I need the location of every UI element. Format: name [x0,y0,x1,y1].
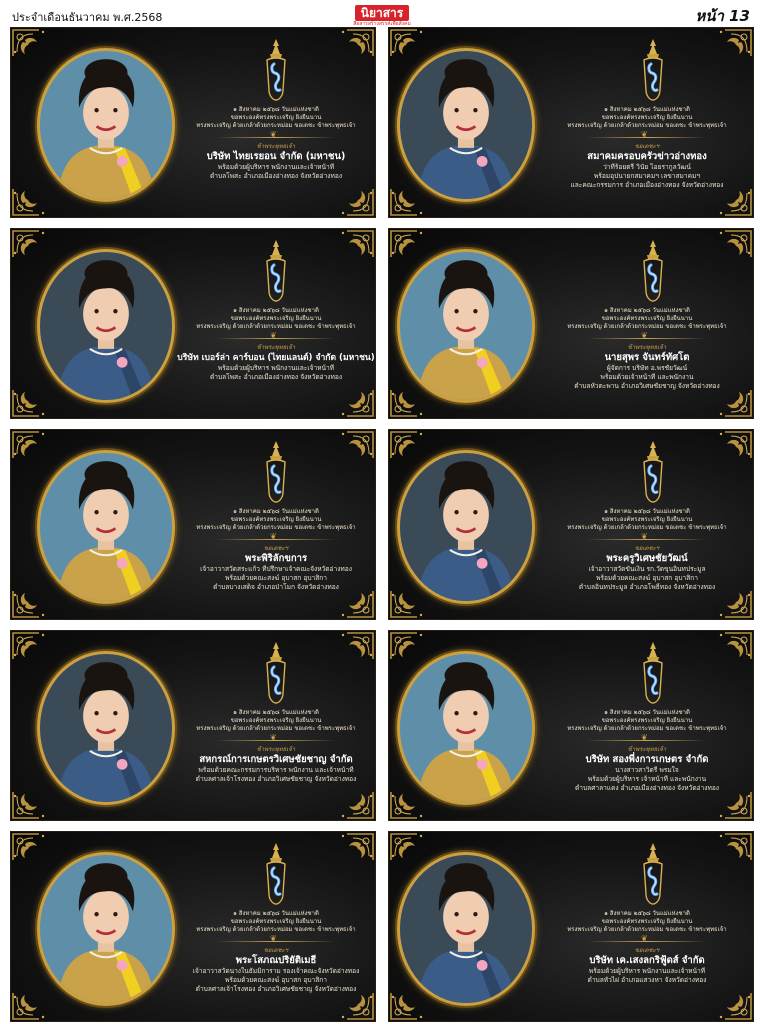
tribute-subtitle: ข้าพระพุทธเจ้า [627,344,667,351]
tribute-name: บริษัท ไทยเรยอน จำกัด (มหาชน) [206,151,346,162]
ornament-corner-icon [331,388,375,418]
royal-portrait [397,450,535,604]
tribute-detail: พร้อมด้วยคณะสงฆ์ อุบาสก อุบาสิกา [225,574,327,582]
blessing-line: ทรงพระเจริญ ด้วยเกล้าด้วยกระหม่อม ขอเดชะ ข้าพระพุทธเจ้า [567,926,727,933]
tribute-name: บริษัท เค.เสงลกริฟู้ดส์ จำกัด [589,955,705,966]
ornament-corner-icon [389,187,433,217]
ornament-divider-icon [216,334,336,342]
blessing-line: ๑ สิงหาคม ๒๕๖๘ วันแม่แห่งชาติ [604,910,690,917]
ornament-corner-icon [389,832,433,862]
tribute-subtitle: ขอเดชะฯ [634,143,660,150]
tribute-panel [388,429,754,620]
tribute-name: พระครูวิเศษชัยวัฒน์ [606,553,688,564]
blessing-line: ๑ สิงหาคม ๒๕๖๘ วันแม่แห่งชาติ [604,709,690,716]
ornament-corner-icon [709,229,753,259]
tribute-detail: พร้อมด้วยผู้บริหาร พนักงานและเจ้าหน้าที่ [217,163,335,171]
tribute-detail: ผู้จัดการ บริษัท อ.พรชัยวัฒน์ [606,364,688,372]
ornament-corner-icon [389,388,433,418]
ornament-divider-icon [587,535,707,543]
newspaper-logo [336,2,428,27]
tribute-panel [388,831,754,1022]
ornament-corner-icon [389,631,433,661]
ornament-corner-icon [11,187,55,217]
ornament-corner-icon [709,589,753,619]
blessing-line: ทรงพระเจริญ ด้วยเกล้าด้วยกระหม่อม ขอเดชะ ข้าพระพุทธเจ้า [196,323,356,330]
blessing-line: ทรงพระเจริญ ด้วยเกล้าด้วยกระหม่อม ขอเดชะ ข้าพระพุทธเจ้า [196,524,356,531]
tribute-panel [10,429,376,620]
page-number: หน้า 13 [695,7,750,25]
royal-emblem-icon [261,239,291,303]
ornament-corner-icon [331,430,375,460]
ornament-corner-icon [331,790,375,820]
tribute-panel [10,630,376,821]
tribute-subtitle: ข้าพระพุทธเจ้า [627,746,667,753]
ornament-corner-icon [389,28,433,58]
tribute-text [176,910,376,994]
tribute-detail: นางสาวสาวิตรี พรมใจ [615,766,679,774]
blessing-line: ๑ สิงหาคม ๒๕๖๘ วันแม่แห่งชาติ [604,508,690,515]
ornament-corner-icon [331,832,375,862]
royal-portrait [37,450,175,604]
royal-portrait [37,852,175,1006]
tribute-text [547,910,747,985]
tribute-detail: เจ้าอาวาสวัดสระแก้ว ที่ปรึกษาเจ้าคณะจังหวัดอ่างทอง [200,565,352,573]
ornament-corner-icon [709,430,753,460]
tribute-detail: เจ้าอาวาสวัดนางในธัมมิการาม รองเจ้าคณะจังหวัดอ่างทอง [192,967,360,975]
tribute-detail: พร้อมด้วยเจ้าหน้าที่ และพนักงาน [600,373,694,381]
ornament-divider-icon [587,937,707,945]
tribute-detail: ตำบลบางเสด็จ อำเภอป่าโมก จังหวัดอ่างทอง [213,583,339,591]
ornament-corner-icon [389,790,433,820]
blessing-line: ทรงพระเจริญ ด้วยเกล้าด้วยกระหม่อม ขอเดชะ ข้าพระพุทธเจ้า [567,122,727,129]
tribute-subtitle: ขอเดชะฯ [634,545,660,552]
tribute-subtitle: ข้าพระพุทธเจ้า [256,746,296,753]
ornament-corner-icon [11,631,55,661]
royal-portrait [397,651,535,805]
tribute-text [547,307,747,391]
tribute-text [547,508,747,592]
royal-emblem-icon [638,842,668,906]
tribute-text [176,709,376,784]
ornament-corner-icon [11,388,55,418]
tribute-detail: ตำบลศาลเจ้าโรงทอง อำเภอวิเศษชัยชาญ จังหวัดอ่างทอง [195,775,357,783]
royal-emblem-icon [261,38,291,102]
blessing-line: ขอพระองค์ทรงพระเจริญ ยิ่งยืนนาน [230,114,322,121]
royal-emblem-icon [638,38,668,102]
tribute-detail: พร้อมด้วยคณะสงฆ์ อุบาสก อุบาสิกา [596,574,698,582]
issue-date: ประจำเดือนธันวาคม พ.ศ.2568 [12,11,163,24]
royal-emblem-icon [261,641,291,705]
tribute-detail: พร้อมด้วยคณะสงฆ์ อุบาสก อุบาสิกา [225,976,327,984]
royal-portrait [37,651,175,805]
blessing-line: ทรงพระเจริญ ด้วยเกล้าด้วยกระหม่อม ขอเดชะ ข้าพระพุทธเจ้า [567,725,727,732]
blessing-line: ๑ สิงหาคม ๒๕๖๘ วันแม่แห่งชาติ [233,910,319,917]
ornament-corner-icon [709,28,753,58]
tribute-detail: ตำบลหัวไผ่ อำเภอแสวงหา จังหวัดอ่างทอง [587,976,707,984]
tribute-detail: พร้อมด้วยคณะกรรมการบริหาร พนักงาน และเจ้าหน้าที่ [198,766,354,774]
blessing-line: ๑ สิงหาคม ๒๕๖๘ วันแม่แห่งชาติ [604,307,690,314]
blessing-line: ขอพระองค์ทรงพระเจริญ ยิ่งยืนนาน [601,516,693,523]
tribute-detail: ตำบลหัวตะพาน อำเภอวิเศษชัยชาญ จังหวัดอ่างทอง [574,382,720,390]
ornament-corner-icon [389,430,433,460]
blessing-line: ทรงพระเจริญ ด้วยเกล้าด้วยกระหม่อม ขอเดชะ ข้าพระพุทธเจ้า [567,323,727,330]
ornament-corner-icon [389,589,433,619]
blessing-line: ขอพระองค์ทรงพระเจริญ ยิ่งยืนนาน [230,717,322,724]
blessing-line: ขอพระองค์ทรงพระเจริญ ยิ่งยืนนาน [230,918,322,925]
tribute-text [176,106,376,181]
tribute-name: สมาคมครอบครัวข่าวอ่างทอง [587,151,707,162]
royal-emblem-icon [261,440,291,504]
tribute-text [176,307,376,382]
ornament-divider-icon [216,736,336,744]
tribute-detail: ตำบลโพสะ อำเภอเมืองอ่างทอง จังหวัดอ่างทอง [209,172,343,180]
blessing-line: ๑ สิงหาคม ๒๕๖๘ วันแม่แห่งชาติ [233,106,319,113]
tribute-subtitle: ขอเดชะฯ [263,545,289,552]
royal-emblem-icon [261,842,291,906]
tribute-name: นายสุพร จันทร์ทัศโต [604,352,690,363]
ornament-corner-icon [389,991,433,1021]
tribute-detail: ตำบลโพสะ อำเภอเมืองอ่างทอง จังหวัดอ่างทอง [209,373,343,381]
ornament-corner-icon [11,430,55,460]
blessing-line: ทรงพระเจริญ ด้วยเกล้าด้วยกระหม่อม ขอเดชะ ข้าพระพุทธเจ้า [567,524,727,531]
ornament-corner-icon [331,631,375,661]
ornament-corner-icon [11,229,55,259]
ornament-corner-icon [331,229,375,259]
tribute-name: พระพิริลักขการ [244,553,308,564]
ornament-corner-icon [331,589,375,619]
ornament-corner-icon [389,229,433,259]
logo-text: นิยาสาร [355,5,409,21]
tribute-subtitle: ขอเดชะฯ [263,947,289,954]
blessing-line: ทรงพระเจริญ ด้วยเกล้าด้วยกระหม่อม ขอเดชะ ข้าพระพุทธเจ้า [196,122,356,129]
blessing-line: ขอพระองค์ทรงพระเจริญ ยิ่งยืนนาน [230,315,322,322]
royal-portrait [37,249,175,403]
ornament-corner-icon [11,832,55,862]
ornament-divider-icon [216,133,336,141]
blessing-line: ขอพระองค์ทรงพระเจริญ ยิ่งยืนนาน [601,315,693,322]
tribute-name: พระโสภณปริยัติเมธี [235,955,317,966]
tribute-name: บริษัท เบอร์ล่า คาร์บอน (ไทยแลนด์) จำกัด (มหาชน) [177,353,375,363]
tribute-subtitle: ข้าพระพุทธเจ้า [256,344,296,351]
blessing-line: ทรงพระเจริญ ด้วยเกล้าด้วยกระหม่อม ขอเดชะ ข้าพระพุทธเจ้า [196,725,356,732]
ornament-divider-icon [587,736,707,744]
blessing-line: ขอพระองค์ทรงพระเจริญ ยิ่งยืนนาน [601,114,693,121]
royal-portrait [397,48,535,202]
tribute-panel [10,27,376,218]
ornament-corner-icon [11,28,55,58]
royal-portrait [397,852,535,1006]
tribute-text [547,709,747,793]
tribute-detail: ตำบลอินทประมูล อำเภอโพธิ์ทอง จังหวัดอ่างทอง [578,583,716,591]
tribute-panel [388,27,754,218]
royal-emblem-icon [638,440,668,504]
blessing-line: ทรงพระเจริญ ด้วยเกล้าด้วยกระหม่อม ขอเดชะ ข้าพระพุทธเจ้า [196,926,356,933]
ornament-corner-icon [331,28,375,58]
tribute-panel [10,831,376,1022]
tribute-detail: พร้อมด้วยผู้บริหาร พนักงานและเจ้าหน้าที่ [588,967,706,975]
blessing-line: ขอพระองค์ทรงพระเจริญ ยิ่งยืนนาน [601,918,693,925]
blessing-line: ขอพระองค์ทรงพระเจริญ ยิ่งยืนนาน [601,717,693,724]
ornament-divider-icon [587,334,707,342]
tribute-detail: พร้อมด้วยผู้บริหาร พนักงานและเจ้าหน้าที่ [217,364,335,372]
tribute-detail: พร้อมด้วยผู้บริหาร เจ้าหน้าที่ และพนักงาน [587,775,707,783]
ornament-divider-icon [216,535,336,543]
royal-emblem-icon [638,641,668,705]
tribute-text [176,508,376,592]
tribute-panel [10,228,376,419]
logo-subtext: สื่อสารสร้างสรรค์เพื่อสังคม [353,21,411,27]
tribute-detail: ตำบลศาลาแดง อำเภอเมืองอ่างทอง จังหวัดอ่างทอง [574,784,720,792]
royal-emblem-icon [638,239,668,303]
tribute-detail: เจ้าอาวาสวัดขันเงิน รก.วัดขุนอินทประมูล [588,565,706,573]
ornament-corner-icon [709,631,753,661]
tribute-detail: และคณะกรรมการ อำเภอเมืองอ่างทอง จังหวัดอ่างทอง [570,181,724,189]
ornament-corner-icon [709,388,753,418]
ornament-corner-icon [709,832,753,862]
ornament-corner-icon [11,991,55,1021]
tribute-text [547,106,747,190]
tribute-panel [388,630,754,821]
ornament-corner-icon [11,589,55,619]
tribute-subtitle: ข้าพระพุทธเจ้า [256,143,296,150]
ornament-divider-icon [587,133,707,141]
ornament-corner-icon [331,991,375,1021]
tribute-detail: ตำบลศาลเจ้าโรงทอง อำเภอวิเศษชัยชาญ จังหวัดอ่างทอง [195,985,357,993]
royal-portrait [37,48,175,202]
tribute-grid [10,27,754,1022]
ornament-corner-icon [331,187,375,217]
blessing-line: ขอพระองค์ทรงพระเจริญ ยิ่งยืนนาน [230,516,322,523]
ornament-corner-icon [709,991,753,1021]
ornament-divider-icon [216,937,336,945]
ornament-corner-icon [709,187,753,217]
page-header [0,0,764,26]
tribute-subtitle: ขอเดชะฯ [634,947,660,954]
blessing-line: ๑ สิงหาคม ๒๕๖๘ วันแม่แห่งชาติ [233,307,319,314]
royal-portrait [397,249,535,403]
tribute-name: สหกรณ์การเกษตรวิเศษชัยชาญ จำกัด [199,754,353,765]
blessing-line: ๑ สิงหาคม ๒๕๖๘ วันแม่แห่งชาติ [233,709,319,716]
blessing-line: ๑ สิงหาคม ๒๕๖๘ วันแม่แห่งชาติ [604,106,690,113]
tribute-panel [388,228,754,419]
tribute-name: บริษัท สองพี่งการเกษตร จำกัด [585,754,709,765]
blessing-line: ๑ สิงหาคม ๒๕๖๘ วันแม่แห่งชาติ [233,508,319,515]
ornament-corner-icon [11,790,55,820]
ornament-corner-icon [709,790,753,820]
tribute-detail: พร้อมอุปนายกสมาคมฯ เลขาสมาคมฯ [593,172,701,180]
tribute-detail: ว่าที่ร้อยตรี วินัย ไอยรากูลวัฒน์ [603,163,691,171]
